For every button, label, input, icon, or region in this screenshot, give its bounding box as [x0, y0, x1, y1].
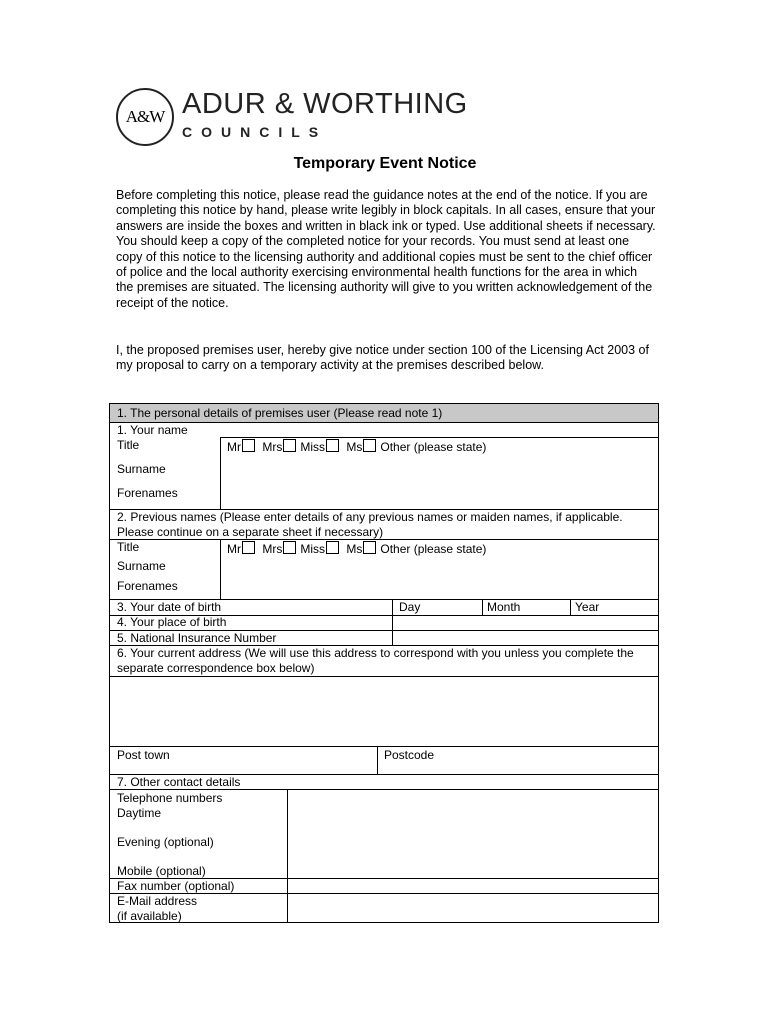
- ms-label: Ms: [346, 440, 363, 454]
- mobile-label: Mobile (optional): [117, 864, 206, 878]
- year-label: Year: [575, 600, 600, 614]
- prev-miss-checkbox[interactable]: [326, 541, 339, 554]
- address-label: 6. Your current address (We will use this address to correspond with you unless you complete the separate correspondence box below): [117, 646, 634, 675]
- mr-label: Mr: [227, 440, 241, 454]
- prev-mrs-label: Mrs: [262, 542, 283, 556]
- logo-emblem: A&W: [116, 88, 174, 146]
- prev-surname-label: Surname: [117, 559, 166, 573]
- mrs-checkbox[interactable]: [283, 439, 296, 452]
- evening-label: Evening (optional): [117, 835, 214, 849]
- intro-paragraph: Before completing this notice, please read the guidance notes at the end of the notice. If you are completing this notice by hand, please write legibly in block capitals. In all cases, ensure that your answers are inside the boxes and written in black ink or typed. Use additional sheets if necessary. You should keep a copy of the completed notice for your records. You must send at least one copy of this notice to the licensing authority and additional copies must be sent to the chief officer of police and the local authority exercising environmental health functions for the area in which the premises are situated. The licensing authority will give to you written acknowledgement of the receipt of the notice.: [116, 188, 656, 310]
- your-name-label: 1. Your name: [117, 423, 188, 437]
- declaration-paragraph: I, the proposed premises user, hereby give notice under section 100 of the Licensing Act 2003 of my proposal to carry on a temporary activity at the premises described below.: [116, 343, 649, 373]
- personal-details-form: [109, 403, 659, 923]
- post-town-label: Post town: [117, 748, 170, 762]
- dob-label: 3. Your date of birth: [117, 600, 222, 614]
- prev-title-options: [227, 541, 486, 556]
- telephone-label: Telephone numbers: [117, 791, 223, 805]
- month-label: Month: [487, 600, 521, 614]
- prev-mr-checkbox[interactable]: [242, 541, 255, 554]
- mrs-label: Mrs: [262, 440, 283, 454]
- prev-forenames-label: Forenames: [117, 579, 178, 593]
- logo-title: ADUR & WORTHING: [182, 88, 468, 120]
- ni-number-label: 5. National Insurance Number: [117, 631, 277, 645]
- title-options: [227, 439, 486, 454]
- surname-label: Surname: [117, 462, 166, 476]
- day-label: Day: [399, 600, 421, 614]
- prev-ms-checkbox[interactable]: [363, 541, 376, 554]
- prev-mr-label: Mr: [227, 542, 241, 556]
- other-contact-label: 7. Other contact details: [117, 775, 241, 789]
- previous-names-label: 2. Previous names (Please enter details of any previous names or maiden names, if applicable. Please continue on a separate sheet if necessary): [117, 510, 623, 539]
- other-title-label: Other (please state): [380, 440, 487, 454]
- fax-label: Fax number (optional): [117, 879, 235, 893]
- prev-other-title-label: Other (please state): [380, 542, 487, 556]
- email-note: (if available): [117, 909, 182, 923]
- forenames-label: Forenames: [117, 486, 178, 500]
- prev-mrs-checkbox[interactable]: [283, 541, 296, 554]
- place-of-birth-label: 4. Your place of birth: [117, 615, 227, 629]
- prev-miss-label: Miss: [300, 542, 326, 556]
- miss-label: Miss: [300, 440, 326, 454]
- email-label: E-Mail address: [117, 894, 198, 908]
- mr-checkbox[interactable]: [242, 439, 255, 452]
- page-title: Temporary Event Notice: [293, 155, 477, 172]
- logo-subtitle: COUNCILS: [182, 124, 328, 140]
- title-label: Title: [117, 438, 140, 452]
- prev-title-label: Title: [117, 540, 140, 554]
- daytime-label: Daytime: [117, 806, 162, 820]
- prev-ms-label: Ms: [346, 542, 363, 556]
- miss-checkbox[interactable]: [326, 439, 339, 452]
- section-header: 1. The personal details of premises user (Please read note 1): [117, 406, 443, 420]
- postcode-label: Postcode: [384, 748, 435, 762]
- ms-checkbox[interactable]: [363, 439, 376, 452]
